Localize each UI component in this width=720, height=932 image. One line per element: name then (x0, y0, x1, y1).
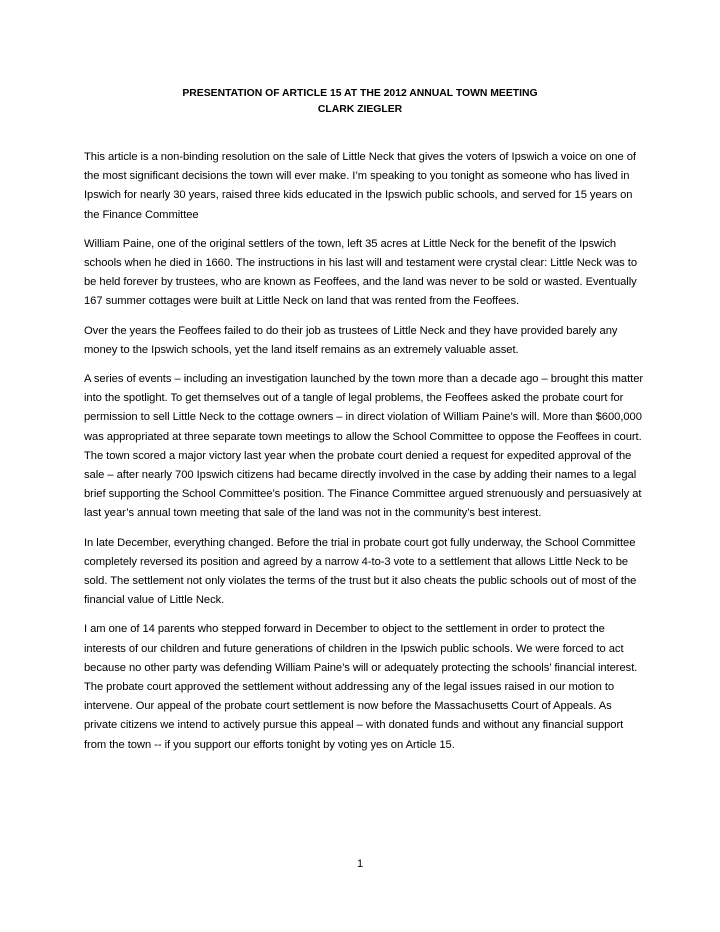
paragraph-william-paine: William Paine, one of the original settlers of the town, left 35 acres at Little Neck for the benefit of the Ipswich schools when he died in 1660. The instructions in his last will and testament were crystal clear: Little Neck was to be held forever by trustees, who are known as Feoffees, and the land was never to be sold or wasted. Eventually 167 summer cottages were built at Little Neck on land that was rented from the Feoffees. (84, 237, 638, 308)
document-title: PRESENTATION OF ARTICLE 15 AT THE 2012 ANNUAL TOWN MEETING (182, 88, 538, 99)
paragraph-december: In late December, everything changed. Before the trial in probate court got fully underway, the School Committee completely reversed its position and agreed by a narrow 4-to-3 vote to a settlement that allows Little Neck to be sold. The settlement not only violates the terms of the trust but it also cheats the public schools out of most of the financial value of Little Neck. (84, 536, 637, 607)
page-number: 1 (356, 858, 364, 870)
paragraph-feoffees: Over the years the Feoffees failed to do their job as trustees of Little Neck and they have provided barely any money to the Ipswich schools, yet the land itself remains as an extremely valuable asset. (84, 324, 618, 356)
paragraph-intro: This article is a non-binding resolution on the sale of Little Neck that gives the voters of Ipswich a voice on one of the most significant decisions the town will ever make. I’m speaking to you tonight as someone who has lived in Ipswich for nearly 30 years, raised three kids educated in the Ipswich public schools, and served for 15 years on the Finance Committee (84, 151, 636, 221)
paragraph-events: A series of events – including an investigation launched by the town more than a decade ago – brought this matter into the spotlight. To get themselves out of a tangle of legal problems, the Feoffees asked the probate court for permission to sell Little Neck to the cottage owners – in direct violation of William Paine’s will. More than $600,000 was appropriated at three separate town meetings to allow the School Committee to oppose the Feoffees in court. The town scored a major victory last year when the probate court denied a request for expedited approval of the sale – after nearly 700 Ipswich citizens had became directly involved in the case by adding their names to a legal brief supporting the School Committee’s position. The Finance Committee argued strenuously and persuasively at last year’s annual town meeting that sale of the land was not in the community’s best interest. (84, 373, 644, 520)
document-author: CLARK ZIEGLER (317, 104, 403, 115)
document-body (84, 148, 644, 765)
paragraph-appeal: I am one of 14 parents who stepped forward in December to object to the settlement in order to protect the interests of our children and future generations of children in the Ipswich public schools. We were forced to act because no other party was defending William Paine’s will or adequately protecting the schools’ financial interest. The probate court approved the settlement without addressing any of the legal issues raised in our motion to intervene. Our appeal of the probate court settlement is now before the Massachusetts Court of Appeals. As private citizens we intend to actively pursue this appeal – with donated funds and without any financial support from the town -- if you support our efforts tonight by voting yes on Article 15. (84, 623, 638, 751)
